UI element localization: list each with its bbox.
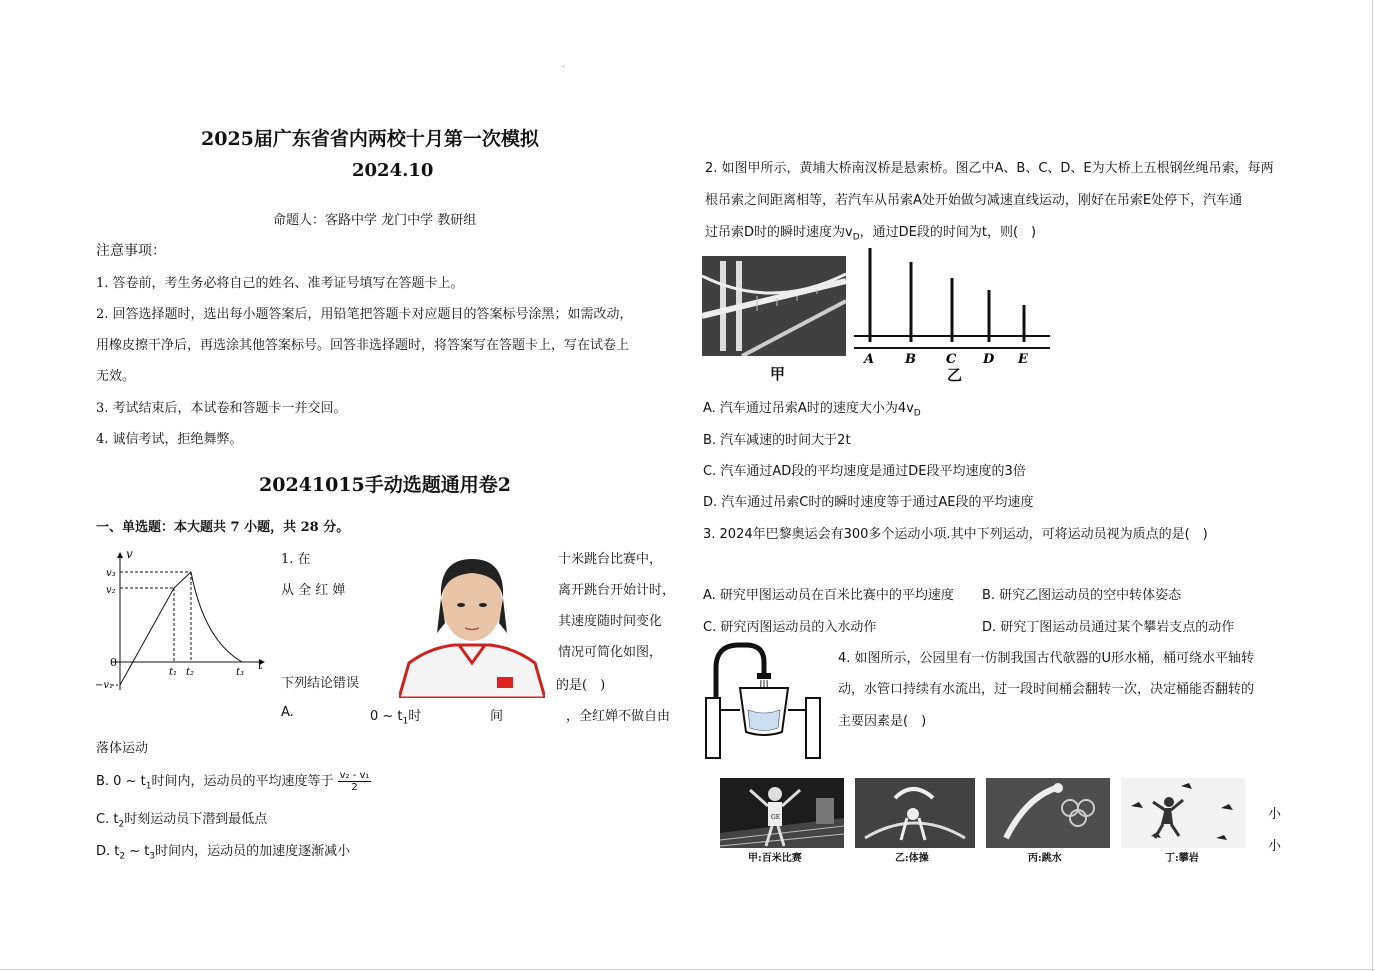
q3-option-b: B. 研究乙图运动员的空中转体姿态	[982, 588, 1182, 603]
graph-t3: t₃	[236, 667, 245, 678]
note-3: 3. 考试结束后，本试卷和答题卡一并交回。	[96, 401, 347, 416]
caption-gymnastics: 乙:体操	[895, 853, 929, 864]
photo-climbing	[1121, 778, 1245, 848]
q2-option-b: B. 汽车减速的时间大于2t	[703, 433, 851, 448]
notes-heading: 注意事项：	[96, 243, 166, 259]
graph-t-label: t	[258, 658, 263, 672]
q2-option-c: C. 汽车通过AD段的平均速度是通过DE段平均速度的3倍	[703, 464, 1026, 479]
caption-diving: 丙:跳水	[1028, 853, 1062, 864]
bridge-photo	[702, 256, 846, 356]
photo-gymnastics	[855, 778, 975, 848]
sprint-bib: GE	[771, 814, 781, 821]
note-4: 4. 诚信考试，拒绝舞弊。	[96, 432, 243, 447]
paper-title: 20241015手动选题通用卷2	[259, 474, 511, 496]
note-2-end: 无效。	[96, 369, 136, 384]
q1-frag-5: 其速度随时间变化	[558, 614, 663, 629]
q2-stem-2: 根吊索之间距离相等，若汽车从吊索A处开始做匀减速直线运动，刚好在吊索E处停下，汽车通	[705, 193, 1243, 208]
side-text-2: 小	[1268, 839, 1282, 854]
graph-t1: t₁	[169, 667, 178, 678]
graph-v2: v₂	[106, 585, 116, 596]
q3-option-c: C. 研究丙图运动员的入水动作	[703, 620, 877, 635]
velocity-time-graph	[92, 545, 272, 695]
q1-option-a-mid: 间	[490, 709, 504, 724]
page-edge-right	[1372, 0, 1373, 971]
note-2-cont: 用橡皮擦干净后，再选涂其他答案标号。回答非选择题时，将答案写在答题卡上，写在试卷上	[96, 338, 630, 353]
q2-stem-1: 2. 如图甲所示，黄埔大桥南汊桥是悬索桥。图乙中A、B、C、D、E为大桥上五根钢丝绳吊索，每两	[705, 161, 1274, 176]
side-text-1: 小	[1268, 807, 1282, 822]
q1-option-d: D. $t_2$ ~ $t_3$时间内，运动员的加速度逐渐减小	[96, 844, 351, 862]
graph-v-label: v	[126, 547, 133, 561]
cable-label-c: C	[946, 352, 957, 364]
graph-minus-v1: −v₁	[95, 680, 114, 691]
graph-t2: t₂	[186, 667, 195, 678]
q1-frag-1: 1. 在	[281, 552, 311, 567]
section-heading: 一、单选题：本大题共 7 小题，共 28 分。	[96, 520, 350, 535]
top-dot: .	[562, 60, 565, 69]
q1-option-a-cont: 落体运动	[96, 741, 149, 756]
q1-option-c: C. $t_2$时刻运动员下潜到最低点	[96, 812, 268, 830]
q3-option-a: A. 研究甲图运动员在百米比赛中的平均速度	[703, 588, 954, 603]
q4-stem-2: 动，水管口持续有水流出，过一段时间桶会翻转一次，决定桶能否翻转的	[838, 682, 1255, 697]
cable-label-b: B	[905, 352, 916, 364]
q1-frag-6: 情况可简化如图，	[558, 645, 663, 660]
q1-option-b: B. 0 ~ $t_1$时间内，运动员的平均速度等于 $\frac{\text{v₂ - v₁}}{2}$	[96, 770, 370, 793]
q1-frag-7: 下列结论错误	[281, 676, 360, 691]
cable-label-e: E	[1018, 352, 1028, 364]
q2-stem-3: 过吊索D时的瞬时速度为$v_D$，通过DE段的时间为t，则( )	[705, 225, 1037, 243]
cable-label-d: D	[983, 352, 995, 364]
q1-option-a-range: 0 ~ $t_1$时	[370, 709, 422, 727]
page-title: 2025届广东省省内两校十月第一次模拟	[201, 128, 539, 150]
authors: 命题人：客路中学 龙门中学 教研组	[273, 213, 477, 228]
q3-option-d: D. 研究丁图运动员通过某个攀岩支点的动作	[982, 620, 1235, 635]
q2-option-d: D. 汽车通过吊索C时的瞬时速度等于通过AE段的平均速度	[703, 495, 1034, 510]
q4-stem-3: 主要因素是( )	[838, 714, 927, 729]
note-1: 1. 答卷前，考生务必将自己的姓名、准考证号填写在答题卡上。	[96, 276, 464, 291]
q1-frag-3: 从 全 红 婵	[281, 583, 346, 598]
cable-label-yi: 乙	[947, 366, 963, 384]
bridge-label-jia: 甲	[770, 365, 786, 383]
graph-origin: 0	[110, 656, 117, 669]
q3-stem: 3. 2024年巴黎奥运会有300多个运动小项.其中下列运动，可将运动员视为质点的是( )	[703, 527, 1208, 542]
photo-sprint	[720, 778, 844, 848]
q1-frag-4: 离开跳台开始计时，	[558, 583, 676, 598]
page-edge-bottom	[0, 969, 1375, 970]
caption-climbing: 丁:攀岩	[1165, 853, 1199, 864]
cable-diagram	[852, 244, 1052, 364]
q1-frag-2: 十米跳台比赛中，	[558, 552, 663, 567]
page-date: 2024.10	[352, 160, 434, 181]
bucket-diagram	[704, 640, 828, 760]
note-2: 2. 回答选择题时，选出每小题答案后，用铅笔把答题卡对应题目的答案标号涂黑；如需改动，	[96, 307, 633, 322]
q4-stem-1: 4. 如图所示，公园里有一仿制我国古代欹器的U形水桶，桶可绕水平轴转	[838, 651, 1255, 666]
q2-option-a: A. 汽车通过吊索A时的速度大小为$4v_D$	[703, 401, 921, 419]
graph-v3: v₃	[106, 568, 116, 579]
q1-frag-8: 的是( )	[556, 678, 606, 693]
caption-sprint: 甲:百米比赛	[748, 853, 802, 864]
athlete-photo	[399, 553, 545, 698]
q1-option-a-tail: ，全红婵不做自由	[566, 709, 671, 724]
cable-label-a: A	[864, 352, 875, 364]
q1-option-a-label: A.	[281, 705, 294, 720]
photo-diving	[986, 778, 1110, 848]
